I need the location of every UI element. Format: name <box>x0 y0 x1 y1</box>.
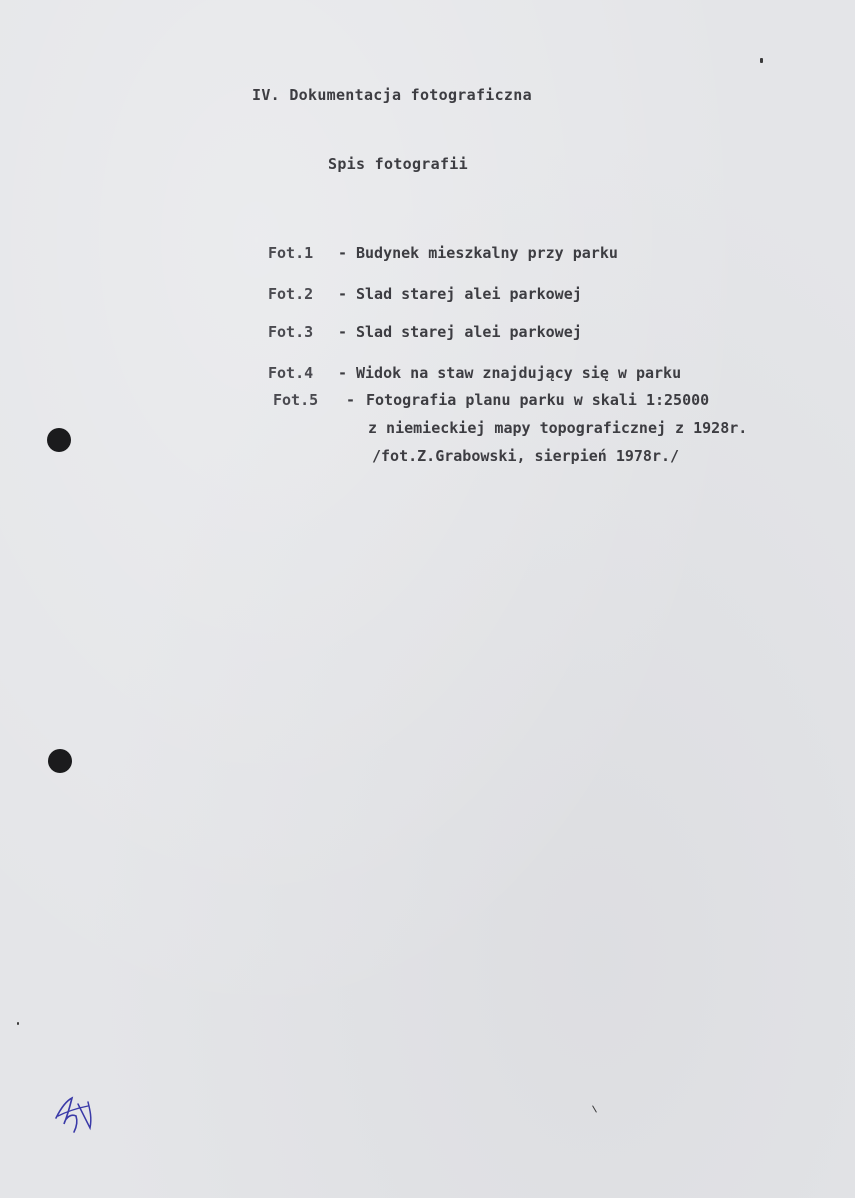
photo-description-3: Slad starej alei parkowej <box>356 323 582 341</box>
photo-description-2: Slad starej alei parkowej <box>356 285 582 303</box>
photo-description-5-line-3: /fot.Z.Grabowski, sierpień 1978r./ <box>372 447 680 465</box>
photo-description-1: Budynek mieszkalny przy parku <box>356 244 618 262</box>
photo-dash-3: - <box>338 323 348 341</box>
section-heading: IV. Dokumentacja fotograficzna <box>252 86 532 104</box>
list-title: Spis fotografii <box>328 155 468 173</box>
photo-label-2: Fot.2 <box>268 285 314 303</box>
photo-dash-2: - <box>338 285 348 303</box>
punch-hole-top <box>47 428 71 452</box>
paper-speck <box>17 1022 19 1025</box>
photo-dash-1: - <box>338 244 348 262</box>
photo-description-5-line-2: z niemieckiej mapy topograficznej z 1928r. <box>368 419 748 437</box>
photo-label-5: Fot.5 <box>273 391 319 409</box>
photo-label-4: Fot.4 <box>268 364 314 382</box>
photo-label-3: Fot.3 <box>268 323 314 341</box>
handwritten-signature <box>52 1094 98 1136</box>
photo-description-5-line-1: Fotografia planu parku w skali 1:25000 <box>366 391 710 409</box>
paper-speck <box>592 1105 597 1112</box>
photo-dash-4: - <box>338 364 348 382</box>
photo-dash-5: - <box>346 391 356 409</box>
punch-hole-bottom <box>48 749 72 773</box>
photo-label-1: Fot.1 <box>268 244 314 262</box>
photo-description-4: Widok na staw znajdujący się w parku <box>356 364 682 382</box>
paper-speck <box>760 58 763 63</box>
